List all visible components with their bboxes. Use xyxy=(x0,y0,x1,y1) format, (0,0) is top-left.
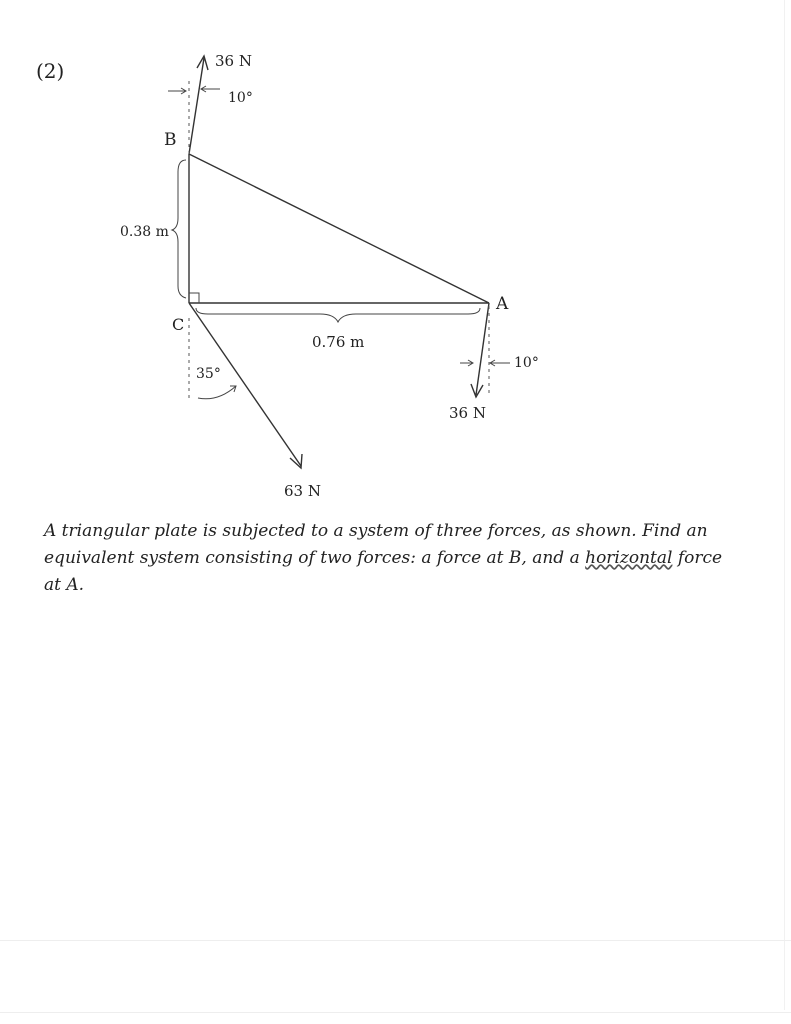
force-at-B xyxy=(168,52,253,154)
dimension-vertical-label: 0.38 m xyxy=(120,224,169,240)
dimension-horizontal xyxy=(196,308,480,351)
force-at-A xyxy=(449,303,539,422)
dimension-horizontal-label: 0.76 m xyxy=(312,333,365,351)
force-A-magnitude: 36 N xyxy=(449,404,486,422)
force-B-magnitude: 36 N xyxy=(215,52,252,70)
force-B-line xyxy=(189,58,204,154)
force-C-line xyxy=(189,303,301,466)
triangle-plate xyxy=(189,154,489,303)
problem-text-underlined: horizontal xyxy=(585,548,673,568)
dimension-vertical xyxy=(120,160,186,298)
point-A-label: A xyxy=(496,294,509,314)
force-A-angle: 10° xyxy=(514,355,539,371)
force-B-angle: 10° xyxy=(228,90,253,106)
point-C-label: C xyxy=(172,315,185,334)
force-A-line xyxy=(476,303,489,395)
force-C-magnitude: 63 N xyxy=(284,482,321,500)
right-angle-marker xyxy=(189,293,199,303)
angle-C-arc xyxy=(198,386,236,399)
page-divider xyxy=(0,1012,791,1013)
problem-statement xyxy=(44,518,724,599)
force-at-C xyxy=(189,303,321,500)
point-B-label: B xyxy=(164,130,177,150)
horizontal-brace xyxy=(196,308,480,322)
problem-text-part1: A triangular plate is subjected to a system of three forces, as shown. Find an equivalent system consisting of two forces: a force at B, and a xyxy=(44,521,708,568)
edge-BA xyxy=(189,154,489,303)
force-C-angle: 35° xyxy=(196,366,221,382)
problem-number: (2) xyxy=(36,59,65,83)
force-diagram xyxy=(0,0,791,510)
problem-text-part2: force at A. xyxy=(44,548,723,595)
page-divider xyxy=(0,940,791,941)
vertical-brace xyxy=(172,160,186,298)
